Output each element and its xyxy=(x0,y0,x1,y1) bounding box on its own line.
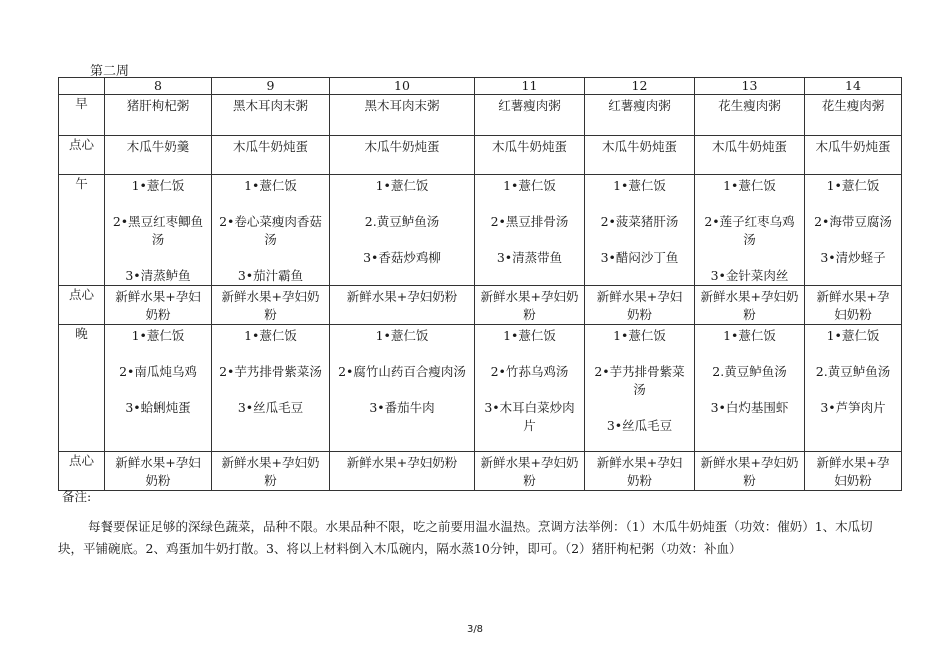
menu-cell xyxy=(475,95,585,136)
menu-cell-text: 木瓜牛奶羹 xyxy=(126,139,190,154)
menu-cell-text: 新鲜水果+孕妇奶粉 xyxy=(346,289,458,304)
meal-label: 早 xyxy=(59,95,105,136)
menu-cell xyxy=(585,325,695,452)
menu-cell-text: 新鲜水果+孕妇 奶粉 xyxy=(596,289,683,322)
menu-cell-text: 新鲜水果+孕妇 奶粉 xyxy=(115,289,201,322)
menu-cell xyxy=(475,175,585,286)
day-header: 13 xyxy=(695,78,805,95)
menu-cell xyxy=(105,286,212,325)
menu-cell-text: 1•薏仁饭 2•黑豆排骨汤 3•清蒸带鱼 xyxy=(490,178,569,265)
menu-cell xyxy=(212,286,330,325)
menu-cell xyxy=(330,175,475,286)
menu-cell-text: 红薯瘦肉粥 xyxy=(498,98,561,113)
table-row xyxy=(59,136,902,175)
menu-cell xyxy=(212,325,330,452)
menu-cell xyxy=(475,136,585,175)
table-row xyxy=(59,286,902,325)
menu-cell xyxy=(212,136,330,175)
menu-cell-text: 黑木耳肉末粥 xyxy=(364,98,440,113)
menu-cell xyxy=(695,286,805,325)
menu-cell xyxy=(695,175,805,286)
menu-cell xyxy=(105,136,212,175)
menu-cell-text: 1•薏仁饭 2.黄豆鲈鱼汤 3•白灼基围虾 xyxy=(710,328,789,415)
menu-cell xyxy=(805,95,902,136)
menu-cell xyxy=(585,175,695,286)
menu-cell-text: 木瓜牛奶炖蛋 xyxy=(601,139,677,154)
menu-cell-text: 木瓜牛奶炖蛋 xyxy=(815,139,891,154)
menu-cell xyxy=(212,95,330,136)
menu-cell-text: 木瓜牛奶炖蛋 xyxy=(491,139,567,154)
menu-cell xyxy=(330,325,475,452)
page-number: 3/8 xyxy=(466,624,484,635)
menu-cell-text: 木瓜牛奶炖蛋 xyxy=(711,139,787,154)
menu-cell xyxy=(695,325,805,452)
menu-cell-text: 花生瘦肉粥 xyxy=(718,98,781,113)
menu-cell xyxy=(212,175,330,286)
menu-cell-text: 新鲜水果+孕妇奶粉 xyxy=(346,455,458,470)
table-row xyxy=(59,452,902,491)
menu-cell-text: 花生瘦肉粥 xyxy=(821,98,885,113)
menu-cell-text: 新鲜水果+孕 妇奶粉 xyxy=(816,455,890,488)
menu-cell xyxy=(695,136,805,175)
meal-label: 午 xyxy=(59,175,105,286)
menu-cell xyxy=(585,136,695,175)
menu-cell-text: 新鲜水果+孕 妇奶粉 xyxy=(816,289,890,322)
menu-cell-text: 新鲜水果+孕妇奶 粉 xyxy=(480,455,579,488)
menu-cell-text: 1•薏仁饭 2•菠菜猪肝汤 3•醋闷沙丁鱼 xyxy=(600,178,679,265)
menu-cell-text: 1•薏仁饭 2•卷心菜瘦肉香菇 汤 3•茄汁霸鱼 xyxy=(219,178,322,283)
table-row xyxy=(59,95,902,136)
menu-cell-text: 木瓜牛奶炖蛋 xyxy=(364,139,440,154)
menu-cell xyxy=(330,452,475,491)
menu-cell xyxy=(330,95,475,136)
menu-cell-text: 1•薏仁饭 2•海带豆腐汤 3•清炒蛏子 xyxy=(814,178,892,265)
menu-cell xyxy=(475,325,585,452)
day-header: 9 xyxy=(212,78,330,95)
menu-cell xyxy=(585,452,695,491)
notes-title: 备注: xyxy=(62,489,92,504)
menu-cell xyxy=(330,136,475,175)
day-header-row xyxy=(59,78,902,95)
menu-cell-text: 新鲜水果+孕妇奶 粉 xyxy=(700,289,799,322)
menu-cell-text: 红薯瘦肉粥 xyxy=(608,98,671,113)
menu-cell-text: 1•薏仁饭 2•黑豆红枣鲫鱼 汤 3•清蒸鲈鱼 xyxy=(112,178,204,283)
day-header: 11 xyxy=(475,78,585,95)
menu-cell-text: 1•薏仁饭 2•竹荪乌鸡汤 3•木耳白菜炒肉 片 xyxy=(484,328,575,433)
menu-cell xyxy=(105,325,212,452)
week-label: 第二周 xyxy=(90,64,130,79)
menu-cell-text: 新鲜水果+孕妇奶 粉 xyxy=(221,289,320,322)
menu-cell xyxy=(805,325,902,452)
menu-cell-text: 木瓜牛奶炖蛋 xyxy=(232,139,308,154)
menu-cell-text: 新鲜水果+孕妇奶 粉 xyxy=(480,289,579,322)
menu-cell-text: 1•薏仁饭 2.黄豆鲈鱼汤 3•香菇炒鸡柳 xyxy=(363,178,441,265)
menu-cell-text: 新鲜水果+孕妇 奶粉 xyxy=(596,455,683,488)
notes-body: 每餐要保证足够的深绿色蔬菜，品种不限。水果品种不限，吃之前要用温水温热。烹调方法举例：（1）木瓜牛奶炖蛋（功效：催奶）1、木瓜切块，平铺碗底。2、鸡蛋加牛奶打散。3、将以上材料倒入木瓜碗内，隔水蒸10分钟，即可。（2）猪肝枸杞粥（功效：补血） xyxy=(58,519,873,556)
menu-cell xyxy=(695,452,805,491)
menu-cell-text: 猪肝枸杞粥 xyxy=(126,98,190,113)
meal-label: 点心 xyxy=(59,452,105,491)
menu-cell-text: 黑木耳肉末粥 xyxy=(232,98,308,113)
menu-cell xyxy=(475,286,585,325)
menu-cell-text: 1•薏仁饭 2•莲子红枣乌鸡 汤 3•金针菜肉丝 xyxy=(704,178,795,283)
menu-cell xyxy=(805,136,902,175)
menu-cell xyxy=(805,175,902,286)
meal-label: 晚 xyxy=(59,325,105,452)
menu-cell-text: 1•薏仁饭 2•南瓜炖乌鸡 3•蛤蜊炖蛋 xyxy=(119,328,197,415)
table-row xyxy=(59,325,902,452)
menu-cell xyxy=(475,452,585,491)
menu-cell xyxy=(805,286,902,325)
menu-cell-text: 1•薏仁饭 2.黄豆鲈鱼汤 3•芦笋肉片 xyxy=(815,328,891,415)
menu-cell-text: 新鲜水果+孕妇奶 粉 xyxy=(221,455,320,488)
menu-cell xyxy=(585,95,695,136)
meal-label: 点心 xyxy=(59,286,105,325)
meal-label: 点心 xyxy=(59,136,105,175)
day-header: 10 xyxy=(330,78,475,95)
menu-cell xyxy=(330,286,475,325)
corner-cell xyxy=(59,78,105,95)
menu-cell-text: 1•薏仁饭 2•腐竹山药百合瘦肉汤 3•番茄牛肉 xyxy=(338,328,466,415)
day-header: 12 xyxy=(585,78,695,95)
day-header: 14 xyxy=(805,78,902,95)
menu-cell-text: 新鲜水果+孕妇 奶粉 xyxy=(115,455,201,488)
menu-cell-text: 1•薏仁饭 2•芋艿排骨紫菜汤 3•丝瓜毛豆 xyxy=(219,328,322,415)
menu-cell-text: 新鲜水果+孕妇奶 粉 xyxy=(700,455,799,488)
menu-cell-text: 1•薏仁饭 2•芋艿排骨紫菜 汤 3•丝瓜毛豆 xyxy=(594,328,685,433)
menu-cell xyxy=(105,95,212,136)
menu-cell xyxy=(105,175,212,286)
menu-cell xyxy=(585,286,695,325)
menu-cell xyxy=(805,452,902,491)
meal-plan-table xyxy=(58,77,902,491)
menu-cell xyxy=(212,452,330,491)
table-row xyxy=(59,175,902,286)
menu-cell xyxy=(105,452,212,491)
menu-cell xyxy=(695,95,805,136)
day-header: 8 xyxy=(105,78,212,95)
